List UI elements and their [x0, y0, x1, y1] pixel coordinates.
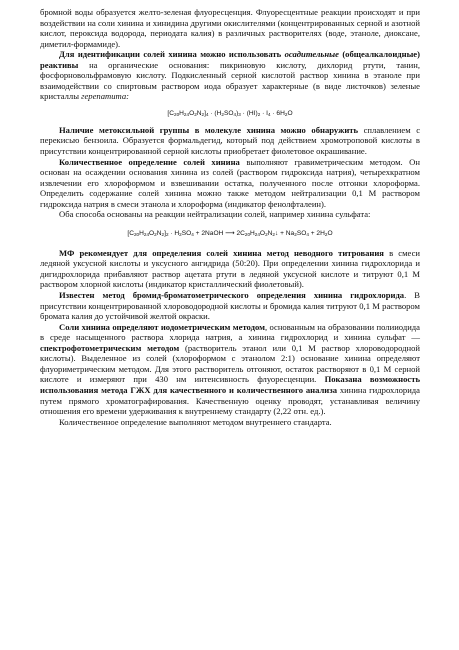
text-run: Наличие метоксильной группы в молекуле хинина можно обнаружить [59, 124, 359, 135]
formula-term: O [259, 229, 266, 237]
paragraph-fluorescence [40, 7, 420, 49]
formula-subscript: 4 [267, 111, 271, 117]
formula-subscript: 2 [221, 111, 224, 117]
text-run: . В присутствии концентрированной хлороводородной кислоты и бромида калия титруют 0,1 М раствором бромата калия до устойчивой желтой окраски. [40, 290, 420, 322]
formula-term: [C [127, 229, 134, 237]
text-run: (общеалкалоидные) реактивы [40, 49, 420, 70]
formula-term: H [179, 109, 184, 117]
text-run: , основанным на образовании полииодида в среде насыщенного раствора хлорида натрия, а хинина гидрохлорид и хинина сульфат — [40, 321, 420, 343]
formula-term: · (HI) [240, 109, 258, 117]
formula-subscript: 24 [254, 231, 260, 237]
formula-term: H [139, 229, 144, 237]
formula-subscript: 3 [238, 111, 241, 117]
formula-term: + 2H [308, 229, 325, 237]
formula-subscript: 2 [272, 231, 275, 237]
formula-term: + 2NaOH ⟶ 2C [193, 229, 245, 237]
formula-term: N [156, 229, 162, 237]
text-run: осадительные [284, 49, 339, 60]
formula-subscript: 2 [154, 231, 157, 237]
formula-subscript: 2 [265, 231, 268, 237]
text-run: Соли хинина определяют иодометрическим методом [59, 321, 265, 332]
text-run: Количественное определение солей хинина [59, 156, 240, 167]
formula-subscript: 2 [194, 111, 197, 117]
paragraph-methoxyl-group [40, 125, 420, 157]
formula-subscript: 2 [294, 231, 297, 237]
formula-term: · (H [208, 109, 222, 117]
text-run: на органические основания: пикриновую кислоту, дихлорид ртути, танин, фосфорновольфрамовую кислоту. Подкисленный серной кислотой раствор хинина в этаноле при взаимодействии со спиртовым раствором иода образует характерные (в виде листочков) зеленые кристаллы [40, 59, 420, 102]
formula-term: O [189, 109, 195, 117]
paragraph-nonaqueous-titration [40, 248, 420, 290]
formula-subscript: 20 [174, 111, 180, 117]
formula-term: N [267, 229, 273, 237]
formula-neutralization-reaction [40, 228, 420, 240]
text-run: выполняют гравиметрическим методом. Он основан на осаждении основания хинина из солей (раствором гидроксида натрия), четырехкратном извлечении его хлороформом и взвешивании остатка, полученного после отгонки хлороформа. Определить содержание солей хинина можно также методом нейтрализации 0,1 М раствором гидроксида натрия в смеси этанола и хлороформа (индикатор фенолфталеин). [40, 156, 420, 209]
formula-term: H [250, 229, 255, 237]
formula-subscript: 2 [324, 231, 328, 237]
text-run: Количественное определение выполняют методом внутреннего стандарта. [59, 416, 332, 427]
formula-subscript: 24 [143, 231, 150, 237]
text-run: в смеси ледяной уксусной кислоты и уксусного ангидрида (50:20). При определении хинина гидрохлорида и дигидрохлорида прибавляют раствор ацетата ртути в ледяной уксусной кислоте и титруют 0,1 М раствором хлорной кислоты (индикатор кристаллический фиолетовый). [40, 247, 420, 290]
paragraph-iodometric-method [40, 322, 420, 417]
paragraph-quantitative-determination [40, 157, 420, 210]
formula-subscript: 4 [306, 231, 309, 237]
text-run: сплавлением с перекисью бензоила. Образуется формальдегид, который под действием хромотроповой кислоты в присутствии концентрированной серной кислоты приобретает фиолетовое окрашивание. [40, 124, 421, 157]
text-run: МФ рекомендует для определения солей хинина метод неводного титрования [59, 247, 384, 258]
formula-term: N [196, 109, 202, 117]
paragraph-identification [40, 49, 420, 102]
formula-subscript: 4 [191, 231, 194, 237]
text-run: (растворитель этанол или 0,1 М раствор хлороводородной кислоты). Выделенное из солей (хлороформом с этанолом 2:1) основание хинина определяют флуориметрическим методом. Для этого растворитель отгоняют, остаток растворяют в 0,1 М серной кислоте и измеряют при 430 нм интенсивность флуоресценции. [40, 342, 420, 385]
formula-term: O [327, 229, 333, 237]
formula-term: SO [296, 229, 307, 237]
paragraph-bromide-bromate-method [40, 290, 420, 322]
formula-term: SO [181, 229, 192, 237]
paragraph-neutralization-methods [40, 209, 420, 220]
formula-term: O [287, 109, 293, 117]
formula-term: ) [236, 109, 239, 117]
formula-subscript: 2 [165, 231, 169, 237]
formula-term: · I [260, 109, 268, 117]
text-run: герепатита: [81, 91, 129, 102]
formula-term: ] [164, 229, 166, 237]
formula-term: SO [223, 109, 234, 117]
formula-term: ] [204, 109, 206, 117]
formula-subscript: 2 [201, 111, 205, 117]
text-run: спектрофотометрическим методом [40, 342, 180, 353]
text-run: Оба способа основаны на реакции нейтрализации солей, например хинина сульфата: [59, 209, 371, 220]
formula-subscript: 20 [133, 231, 140, 237]
formula-subscript: 4 [205, 111, 209, 117]
formula-subscript: 2 [284, 111, 288, 117]
formula-term: O [149, 229, 155, 237]
formula-subscript: 20 [244, 231, 251, 237]
formula-term: · H [168, 229, 180, 237]
formula-subscript: 4 [233, 111, 237, 117]
formula-herapathite [40, 108, 420, 120]
formula-term: ↓ + Na [274, 229, 295, 237]
formula-subscript: 2 [257, 111, 261, 117]
formula-subscript: 2 [161, 231, 165, 237]
paragraph-internal-standard [40, 417, 420, 428]
text-run: бромной воды образуется желто-зеленая флуоресценция. Флуоресцентные реакции происходят и при воздействии на соли хинина и хинидина другими окислителями (концентрированных серной и азотной кислот, пероксида водорода, периодата калия) в различных растворителях (воде, этаноле, диоксане, диметил-формамиде). [40, 7, 420, 49]
formula-term: · 6H [270, 109, 285, 117]
text-run: Для идентификации солей хинина можно использовать [59, 49, 285, 60]
formula-subscript: 24 [183, 111, 190, 117]
text-run: хинина гидрохлорида путем прямого хроматографирования. Качественную оценку проводят, устанавливая величину отношения его времени удерживания к внутреннему стандарту (2,22 отн. ед.). [40, 384, 420, 417]
formula-subscript: 2 [179, 231, 182, 237]
text-run: Известен метод бромид-броматометрического определения хинина гидрохлорида [59, 290, 405, 301]
formula-term: [C [167, 109, 175, 117]
text-run: Показана возможность использования метода ГЖХ для качественного и количественного анализа [40, 374, 420, 395]
